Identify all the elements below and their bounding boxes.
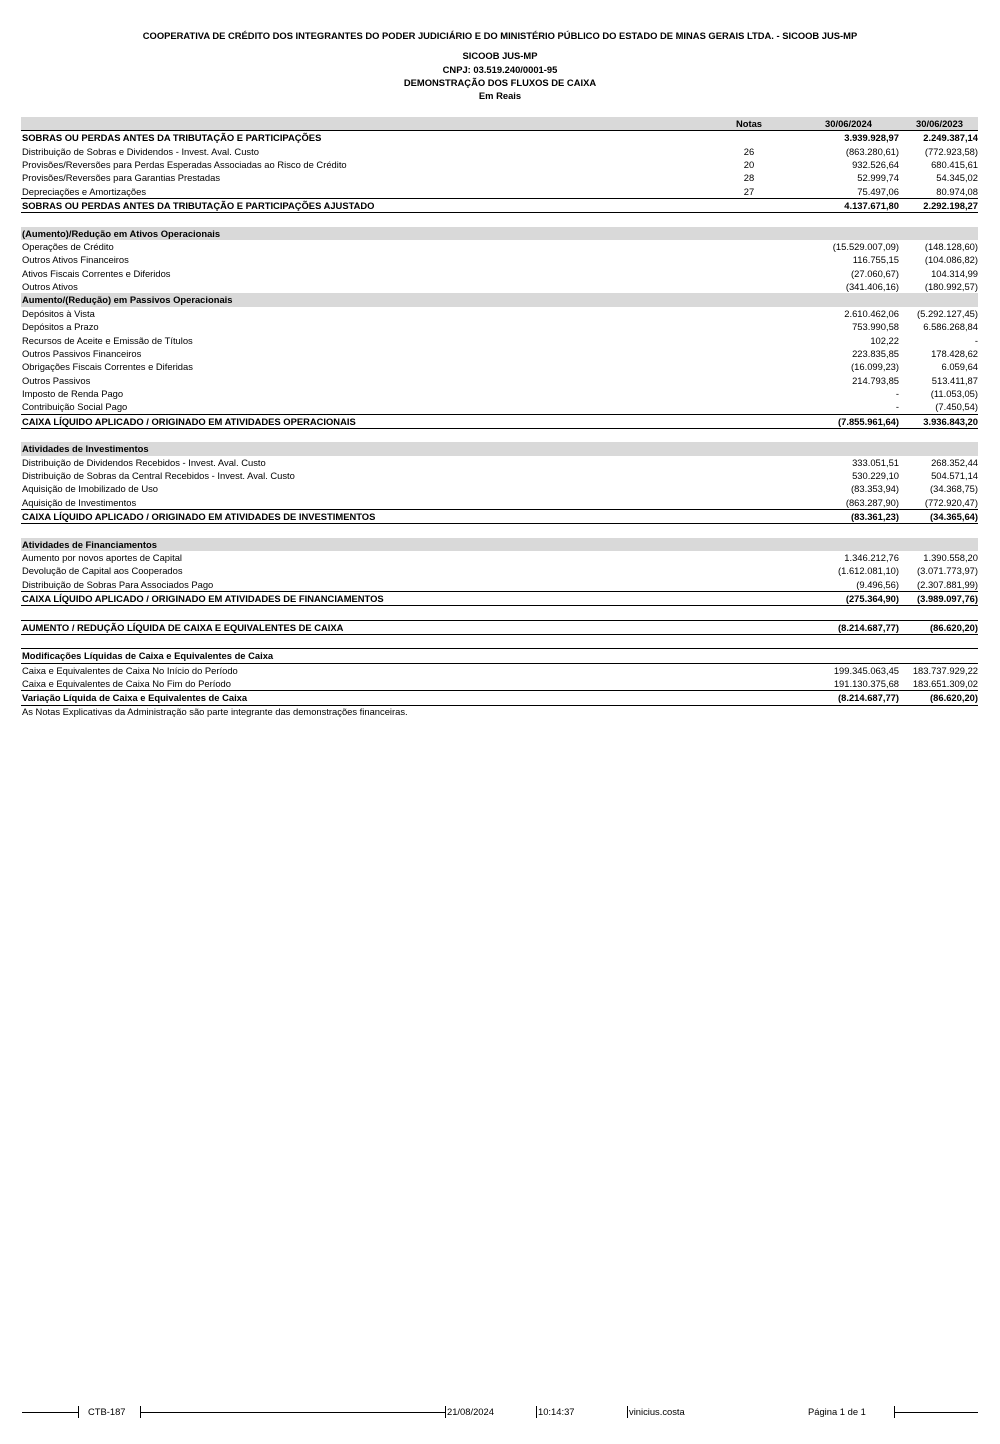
row-value-2023: 680.415,61 xyxy=(931,159,978,171)
row-label: Modificações Líquidas de Caixa e Equivalentes de Caixa xyxy=(22,650,274,662)
row-label: Imposto de Renda Pago xyxy=(22,387,124,399)
row-value-2023: 80.974,08 xyxy=(936,185,978,197)
row-value-2023: 2.292.198,27 xyxy=(923,200,978,212)
row-value-2024: 223.835,85 xyxy=(852,347,899,359)
row-value-2024: 2.610.462,06 xyxy=(844,307,899,319)
table-row xyxy=(21,677,978,690)
row-value-2024: (341.406,16) xyxy=(845,281,899,293)
row-value-2023: 104.314,99 xyxy=(931,267,978,279)
row-value-2024: (27.060,67) xyxy=(851,267,899,279)
footer-user: vinicius.costa xyxy=(629,1406,685,1417)
row-label: Outros Ativos xyxy=(22,281,78,293)
table-row xyxy=(21,551,978,564)
row-label: Outros Ativos Financeiros xyxy=(22,254,129,266)
section-header xyxy=(21,442,978,455)
footer-separator xyxy=(445,1406,446,1418)
row-value-2024: 3.939.928,97 xyxy=(844,132,899,144)
cnpj: CNPJ: 03.519.240/0001-95 xyxy=(442,64,558,75)
section-header xyxy=(21,227,978,240)
table-row xyxy=(21,564,978,577)
row-label: (Aumento)/Redução em Ativos Operacionais xyxy=(22,227,221,239)
cash-flow-statement xyxy=(21,117,978,706)
row-value-2024: 191.130.375,68 xyxy=(833,678,899,690)
subtotal-row xyxy=(21,414,978,429)
row-label: Caixa e Equivalentes de Caixa No Fim do Período xyxy=(22,678,231,690)
table-row xyxy=(21,374,978,387)
row-value-2024: 214.793,85 xyxy=(852,374,899,386)
row-value-2024: 333.051,51 xyxy=(852,456,899,468)
explanatory-note: As Notas Explicativas da Administração são parte integrante das demonstrações financeiras. xyxy=(22,706,408,717)
row-label: Variação Líquida de Caixa e Equivalentes de Caixa xyxy=(22,692,248,704)
row-label: Depósitos à Vista xyxy=(22,307,95,319)
row-value-2024: 102,22 xyxy=(870,334,899,346)
row-value-2023: 2.249.387,14 xyxy=(923,132,978,144)
row-value-2024: 4.137.671,80 xyxy=(844,200,899,212)
row-value-2023: 54.345,02 xyxy=(936,172,978,184)
row-value-2023: (772.923,58) xyxy=(924,145,978,157)
footer-page-number: Página 1 de 1 xyxy=(808,1406,866,1417)
row-value-2023: (2.307.881,99) xyxy=(917,578,978,590)
table-row xyxy=(21,482,978,495)
table-row xyxy=(21,253,978,266)
section-header xyxy=(21,648,978,663)
column-header-row xyxy=(21,117,978,130)
row-value-2024: 75.497,06 xyxy=(857,185,899,197)
footer-rule xyxy=(894,1412,978,1413)
row-label: CAIXA LÍQUIDO APLICADO / ORIGINADO EM ATIVIDADES OPERACIONAIS xyxy=(22,415,356,427)
table-row xyxy=(21,185,978,198)
table-row xyxy=(21,360,978,373)
row-value-2024: 52.999,74 xyxy=(857,172,899,184)
row-value-2023: (7.450,54) xyxy=(935,401,978,413)
row-label: Aquisição de Imobilizado de Uso xyxy=(22,483,159,495)
row-label: Depósitos a Prazo xyxy=(22,321,99,333)
row-value-2024: (1.612.081,10) xyxy=(838,565,899,577)
row-label: Outros Passivos xyxy=(22,374,91,386)
table-row xyxy=(21,664,978,677)
row-label: CAIXA LÍQUIDO APLICADO / ORIGINADO EM ATIVIDADES DE INVESTIMENTOS xyxy=(22,510,376,522)
row-value-2023: (34.365,64) xyxy=(930,510,978,522)
table-row xyxy=(21,456,978,469)
row-label: Recursos de Aceite e Emissão de Títulos xyxy=(22,334,193,346)
report-footer xyxy=(22,1405,978,1419)
row-label: Devolução de Capital aos Cooperados xyxy=(22,565,183,577)
row-value-2024: (16.099,23) xyxy=(851,361,899,373)
row-value-2023: 504.571,14 xyxy=(931,469,978,481)
table-row xyxy=(21,171,978,184)
row-value-2023: 268.352,44 xyxy=(931,456,978,468)
table-row xyxy=(21,334,978,347)
row-label: Distribuição de Sobras e Dividendos - Invest. Aval. Custo xyxy=(22,145,259,157)
row-label: Atividades de Financiamentos xyxy=(22,538,157,550)
row-value-2023: (148.128,60) xyxy=(924,241,978,253)
row-value-2023: - xyxy=(974,334,978,346)
row-value-2023: (180.992,57) xyxy=(924,281,978,293)
footer-time: 10:14:37 xyxy=(538,1406,575,1417)
row-value-2023: (104.086,82) xyxy=(924,254,978,266)
row-value-2023: 6.586.268,84 xyxy=(923,321,978,333)
row-label: Aumento/(Redução) em Passivos Operacionais xyxy=(22,294,233,306)
col-period-2024: 30/06/2024 xyxy=(825,118,872,129)
table-row xyxy=(21,578,978,591)
row-value-2024: (863.280,61) xyxy=(845,145,899,157)
table-row xyxy=(21,145,978,158)
footer-separator xyxy=(536,1406,537,1418)
table-row xyxy=(21,469,978,482)
net-change-row xyxy=(21,620,978,635)
row-value-2024: 1.346.212,76 xyxy=(844,552,899,563)
row-label: Distribuição de Sobras Para Associados Pago xyxy=(22,578,214,590)
row-value-2023: (34.368,75) xyxy=(930,483,978,495)
table-row xyxy=(21,130,978,144)
table-row xyxy=(21,267,978,280)
row-value-2023: (3.071.773,97) xyxy=(917,565,978,577)
row-value-2023: 6.059,64 xyxy=(941,361,978,373)
row-value-2024: 932.526,64 xyxy=(852,159,899,171)
row-value-2024: - xyxy=(895,387,899,399)
row-value-2023: (86.620,20) xyxy=(930,692,978,704)
row-value-2024: 199.345.063,45 xyxy=(833,664,899,676)
row-label: Contribuição Social Pago xyxy=(22,401,128,413)
section-header xyxy=(21,538,978,551)
row-note: 27 xyxy=(743,185,755,197)
table-row xyxy=(21,387,978,400)
row-value-2024: (8.214.687,77) xyxy=(838,621,899,633)
row-value-2023: 3.936.843,20 xyxy=(923,415,978,427)
table-row xyxy=(21,307,978,320)
row-label: Ativos Fiscais Correntes e Diferidos xyxy=(22,267,171,279)
row-value-2023: (5.292.127,45) xyxy=(917,307,978,319)
row-value-2024: (83.361,23) xyxy=(851,510,899,522)
row-label: Aumento por novos aportes de Capital xyxy=(22,552,182,563)
row-note: 26 xyxy=(743,145,755,157)
footer-separator xyxy=(78,1406,79,1418)
row-value-2023: 183.737.929,22 xyxy=(912,664,978,676)
footer-report-code: CTB-187 xyxy=(88,1406,126,1417)
row-label: SOBRAS OU PERDAS ANTES DA TRIBUTAÇÃO E PARTICIPAÇÕES AJUSTADO xyxy=(22,200,375,212)
row-label: Provisões/Reversões para Garantias Prestadas xyxy=(22,172,221,184)
row-label: Distribuição de Sobras da Central Recebidos - Invest. Aval. Custo xyxy=(22,469,295,481)
row-value-2024: (863.287,90) xyxy=(845,496,899,508)
row-label: Depreciações e Amortizações xyxy=(22,185,147,197)
row-value-2024: 116.755,15 xyxy=(852,254,899,266)
short-name: SICOOB JUS-MP xyxy=(462,50,538,61)
row-value-2023: (772.920,47) xyxy=(924,496,978,508)
row-value-2024: (9.496,56) xyxy=(856,578,899,590)
row-value-2024: (83.353,94) xyxy=(851,483,899,495)
subtotal-row xyxy=(21,509,978,524)
footer-rule xyxy=(140,1412,445,1413)
row-value-2024: (15.529.007,09) xyxy=(832,241,899,253)
row-value-2023: 1.390.558,20 xyxy=(923,552,978,563)
row-label: Atividades de Investimentos xyxy=(22,443,149,455)
table-row xyxy=(21,496,978,509)
footer-separator xyxy=(627,1406,628,1418)
footer-rule xyxy=(22,1412,78,1413)
row-value-2023: (11.053,05) xyxy=(930,387,978,399)
currency-unit: Em Reais xyxy=(478,90,522,101)
row-label: AUMENTO / REDUÇÃO LÍQUIDA DE CAIXA E EQUIVALENTES DE CAIXA xyxy=(22,621,344,633)
row-value-2023: 513.411,87 xyxy=(931,374,978,386)
subtotal-row xyxy=(21,198,978,213)
table-row xyxy=(21,158,978,171)
row-value-2024: (275.364,90) xyxy=(845,593,899,605)
row-label: Provisões/Reversões para Perdas Esperadas Associadas ao Risco de Crédito xyxy=(22,159,347,171)
row-note: 20 xyxy=(743,159,755,171)
row-label: Aquisição de Investimentos xyxy=(22,496,137,508)
row-value-2023: (86.620,20) xyxy=(930,621,978,633)
cooperative-name: COOPERATIVA DE CRÉDITO DOS INTEGRANTES DO PODER JUDICIÁRIO E DO MINISTÉRIO PÚBLICO DO ESTADO DE MINAS GERAIS LTDA. - SICOOB JUS-MP xyxy=(142,30,858,41)
row-value-2023: 183.651.309,02 xyxy=(912,678,978,690)
statement-title: DEMONSTRAÇÃO DOS FLUXOS DE CAIXA xyxy=(403,77,597,88)
table-row xyxy=(21,280,978,293)
row-value-2023: 178.428,62 xyxy=(931,347,978,359)
table-row xyxy=(21,240,978,253)
footer-date: 21/08/2024 xyxy=(447,1406,494,1417)
row-label: SOBRAS OU PERDAS ANTES DA TRIBUTAÇÃO E PARTICIPAÇÕES xyxy=(22,132,322,144)
row-value-2023: (3.989.097,76) xyxy=(917,593,978,605)
row-value-2024: (8.214.687,77) xyxy=(838,692,899,704)
row-value-2024: 530.229,10 xyxy=(852,469,899,481)
table-row xyxy=(21,320,978,333)
row-value-2024: (7.855.961,64) xyxy=(838,415,899,427)
table-row xyxy=(21,347,978,360)
col-notes: Notas xyxy=(735,118,763,129)
subtotal-row xyxy=(21,591,978,606)
row-label: Caixa e Equivalentes de Caixa No Início do Período xyxy=(22,664,238,676)
col-period-2023: 30/06/2023 xyxy=(916,118,963,129)
row-label: CAIXA LÍQUIDO APLICADO / ORIGINADO EM ATIVIDADES DE FINANCIAMENTOS xyxy=(22,593,384,605)
row-label: Outros Passivos Financeiros xyxy=(22,347,142,359)
row-label: Obrigações Fiscais Correntes e Diferidas xyxy=(22,361,193,373)
row-label: Distribuição de Dividendos Recebidos - Invest. Aval. Custo xyxy=(22,456,266,468)
section-header xyxy=(21,293,978,306)
row-value-2024: - xyxy=(895,401,899,413)
row-label: Operações de Crédito xyxy=(22,241,114,253)
row-note: 28 xyxy=(743,172,755,184)
row-value-2024: 753.990,58 xyxy=(852,321,899,333)
subtotal-row xyxy=(21,690,978,705)
table-row xyxy=(21,400,978,413)
